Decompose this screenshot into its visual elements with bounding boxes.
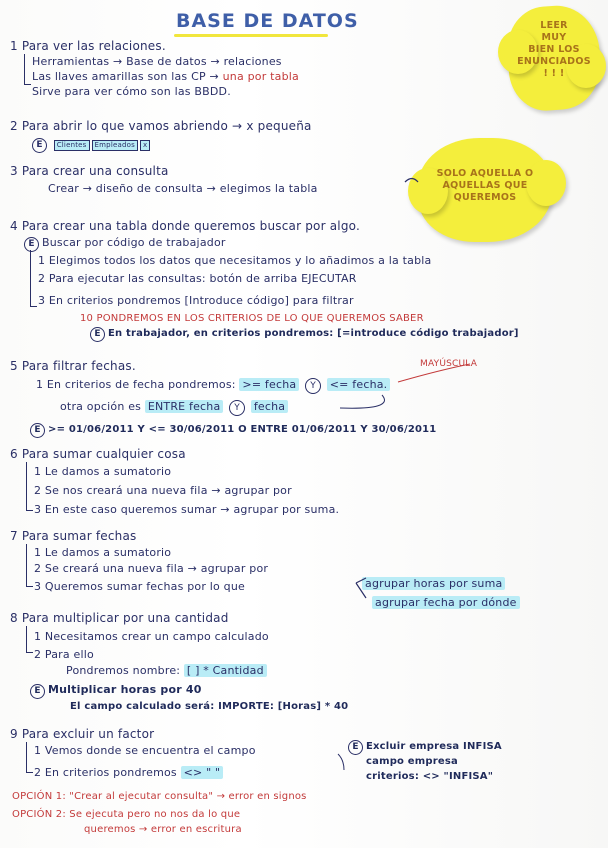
example-text: Multiplicar horas por 40 (48, 683, 202, 696)
example-icon: E (24, 237, 39, 252)
sticky-line: BIEN LOS (528, 44, 580, 55)
and-circle: Y (305, 378, 321, 394)
section-4-line: 2 Para ejecutar las consultas: botón de arriba EJECUTAR (38, 272, 357, 285)
sticky-line: ! ! ! (543, 68, 565, 79)
section-1-line: Sirve para ver cómo son las BBDD. (32, 85, 231, 98)
section-9-heading: 9 Para excluir un factor (10, 727, 155, 741)
option-2-note: OPCIÓN 2: Se ejecuta pero no nos da lo que (12, 809, 241, 820)
highlight: agrupar fecha por dónde (372, 596, 520, 609)
criteria-text: 1 En criterios de fecha pondremos: (36, 378, 236, 391)
section-8-formula: El campo calculado será: IMPORTE: [Horas] * 40 (70, 701, 349, 712)
section-7-line: 3 Queremos sumar fechas por lo que (34, 580, 245, 593)
section-6-line: 1 Le damos a sumatorio (34, 465, 172, 478)
section-4-line: 1 Elegimos todos los datos que necesitamos y lo añadimos a la tabla (38, 254, 432, 267)
highlight: ENTRE fecha (145, 400, 224, 413)
example-text: Buscar por código de trabajador (42, 236, 226, 249)
section-9-example-criteria: criterios: <> "INFISA" (366, 771, 494, 782)
sticky-line: SOLO AQUELLA O (436, 168, 534, 179)
example-text: En trabajador, en criterios pondremos: [=introduce código trabajador] (108, 328, 519, 339)
section-8-line: 2 Para ello (34, 648, 94, 661)
example-text: >= 01/06/2011 Y <= 30/06/2011 O ENTRE 01/06/2011 Y 30/06/2011 (48, 424, 437, 435)
sticky-line: LEER (540, 20, 568, 31)
section-8-line: 1 Necesitamos crear un campo calculado (34, 630, 269, 643)
name-text: Pondremos nombre: (66, 664, 181, 677)
section-3-line: Crear → diseño de consulta → elegimos la tabla (48, 182, 318, 195)
section-5-heading: 5 Para filtrar fechas. (10, 359, 136, 373)
section-3-heading: 3 Para crear una consulta (10, 164, 169, 178)
section-6-line: 2 Se nos creará una nueva fila → agrupar por (34, 484, 292, 497)
example-icon: E (90, 327, 105, 342)
example-icon: E (30, 423, 45, 438)
tab-empleados[interactable]: Empleados (92, 140, 138, 151)
highlight: >= fecha (239, 378, 299, 391)
highlight: <= fecha. (327, 378, 391, 391)
highlight: <> " " (181, 766, 224, 779)
keys-text: Las llaves amarillas son las CP → (32, 70, 219, 83)
uppercase-note: MAYÚSCULA (420, 359, 478, 369)
option-1-note: OPCIÓN 1: "Crear al ejecutar consulta" → error en signos (12, 791, 307, 802)
option-text: otra opción es (60, 400, 142, 413)
section-4-heading: 4 Para crear una tabla donde queremos buscar por algo. (10, 219, 360, 233)
section-9-example-field: campo empresa (366, 756, 458, 767)
section-1-heading: 1 Para ver las relaciones. (10, 39, 166, 53)
section-6-line: 3 En este caso queremos sumar → agrupar por suma. (34, 503, 340, 516)
example-icon: E (32, 138, 47, 153)
and-circle: Y (229, 400, 245, 416)
highlight: fecha (251, 400, 288, 413)
sticky-line: ENUNCIADOS (517, 56, 591, 67)
sticky-line: AQUELLAS QUE (442, 180, 528, 191)
page-title: BASE DE DATOS (176, 10, 359, 32)
sticky-line: MUY (541, 32, 567, 43)
section-4-note: 10 PONDREMOS EN LOS CRITERIOS DE LO QUE QUEREMOS SABER (80, 313, 424, 324)
highlight: agrupar horas por suma (362, 577, 505, 590)
option-2-note: queremos → error en escritura (84, 824, 242, 835)
section-8-heading: 8 Para multiplicar por una cantidad (10, 611, 229, 625)
section-9-line: 1 Vemos donde se encuentra el campo (34, 744, 256, 757)
example-icon: E (348, 740, 363, 755)
keys-note: una por tabla (222, 70, 299, 83)
highlight: [ ] * Cantidad (184, 664, 267, 677)
section-6-heading: 6 Para sumar cualquier cosa (10, 447, 186, 461)
example-text: Excluir empresa INFISA (366, 741, 502, 752)
tab-clientes[interactable]: Clientes (54, 140, 90, 151)
section-4-line: 3 En criterios pondremos [Introduce código] para filtrar (38, 294, 354, 307)
section-2-heading: 2 Para abrir lo que vamos abriendo → x pequeña (10, 119, 312, 133)
section-7-heading: 7 Para sumar fechas (10, 529, 137, 543)
section-7-line: 1 Le damos a sumatorio (34, 546, 172, 559)
close-tab-button[interactable]: x (140, 140, 150, 151)
example-icon: E (30, 684, 45, 699)
section-7-line: 2 Se creará una nueva fila → agrupar por (34, 562, 269, 575)
section-1-line: Herramientas → Base de datos → relaciones (32, 55, 282, 68)
sticky-line: QUEREMOS (453, 192, 517, 203)
criteria-text: 2 En criterios pondremos (34, 766, 177, 779)
